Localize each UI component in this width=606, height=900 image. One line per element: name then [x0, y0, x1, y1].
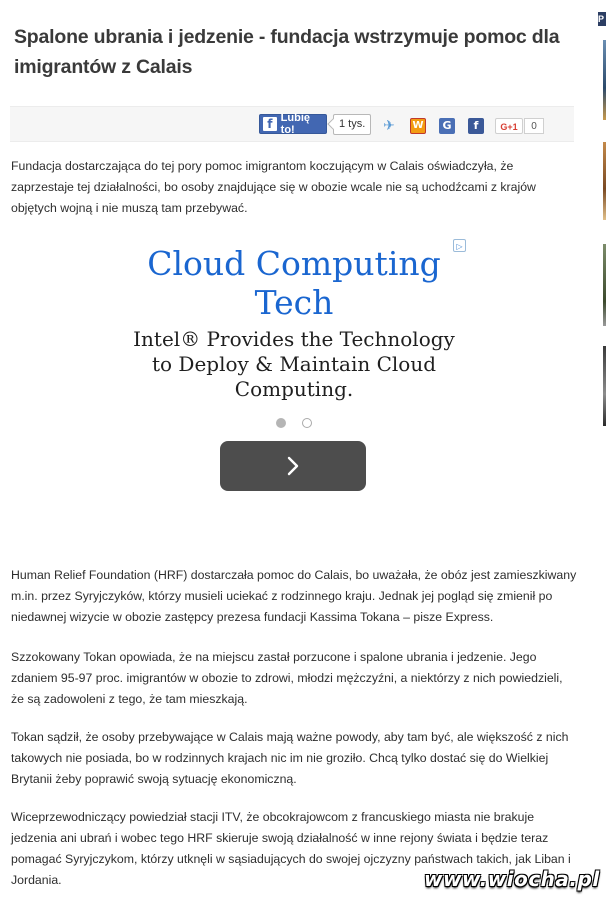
gplus-button[interactable]: G+1	[495, 118, 523, 134]
ad-title[interactable]: Cloud Computing Tech	[147, 244, 441, 322]
ad-body[interactable]: Intel® Provides the Technology to Deploy & Maintain Cloud Computing.	[133, 327, 455, 401]
facebook-share-icon[interactable]: f	[468, 118, 484, 134]
google-icon[interactable]: G	[439, 118, 455, 134]
article-paragraph: Fundacja dostarczająca do tej pory pomoc imigrantom koczującym w Calais oświadczyła, że zaprzestaje tej działalności, bo osoby znajdujące się w obozie wcale nie są uchodźcami z krajów objętych wojną i nie muszą tam przebywać.	[11, 159, 536, 215]
site-watermark: www.wiocha.pl	[424, 867, 600, 891]
sidebar-label: P	[598, 14, 605, 24]
chevron-right-icon	[286, 456, 300, 476]
article-paragraph: Human Relief Foundation (HRF) dostarczała pomoc do Calais, bo uważała, że obóz jest zamieszkiwany m.in. przez Syryjczyków, którzy musieli uciekać z rodzinnego kraju. Jednak jej pogląd się zmienił po niedawnej wizycie w obozie zastępcy prezesa fundacji Kassima Tokana – pisze Express.	[11, 568, 577, 624]
ad-choices-icon[interactable]: ▷	[453, 239, 466, 252]
facebook-logo-icon: f	[263, 117, 277, 131]
like-label: Lubię to!	[280, 112, 311, 136]
article-paragraph: Wiceprzewodniczący powiedział stacji ITV, że obcokrajowcom z francuskiego miasta nie brakuje jedzenia ani ubrań i wobec tego HRF skieruje swoją działalność w inne rejony świata i będzie teraz pomagać Syryjczykom, którzy utknęli w sąsiadujących do swojej ojczyzny państwach takich, jak Liban i Jordania.	[11, 810, 571, 887]
sidebar-edge	[596, 0, 606, 900]
advertisement[interactable]	[128, 236, 468, 500]
article-paragraph: Tokan sądził, że osoby przebywające w Calais mają ważne powody, aby tam być, ale większość z nich takowych nie posiada, bo w rodzinnych krajach nic im nie groziło. Chcą tylko dostać się do Wielkiej Brytanii żeby poprawić swoją sytuację ekonomiczną.	[11, 730, 569, 786]
gplus-count: 0	[524, 118, 544, 134]
article-paragraph: Szzokowany Tokan opowiada, że na miejscu zastał porzucone i spalone ubrania i jedzenie. Jego zdaniem 95-97 proc. imigrantów w obozie to zdrowi, młodzi mężczyźni, a niektórzy z nich powiedzieli, że są zadowoleni z tego, że tam mieszkają.	[11, 650, 563, 706]
bird-icon[interactable]: ✈	[383, 118, 395, 134]
wykop-icon[interactable]: W	[410, 118, 426, 134]
article-headline: Spalone ubrania i jedzenie - fundacja wstrzymuje pomoc dla imigrantów z Calais	[14, 26, 560, 78]
carousel-dot-active[interactable]	[276, 418, 286, 428]
ad-next-button[interactable]	[220, 441, 366, 491]
like-count: 1 tys.	[333, 114, 371, 135]
carousel-dot[interactable]	[302, 418, 312, 428]
share-bar	[10, 106, 574, 142]
facebook-like-button[interactable]	[259, 114, 327, 134]
